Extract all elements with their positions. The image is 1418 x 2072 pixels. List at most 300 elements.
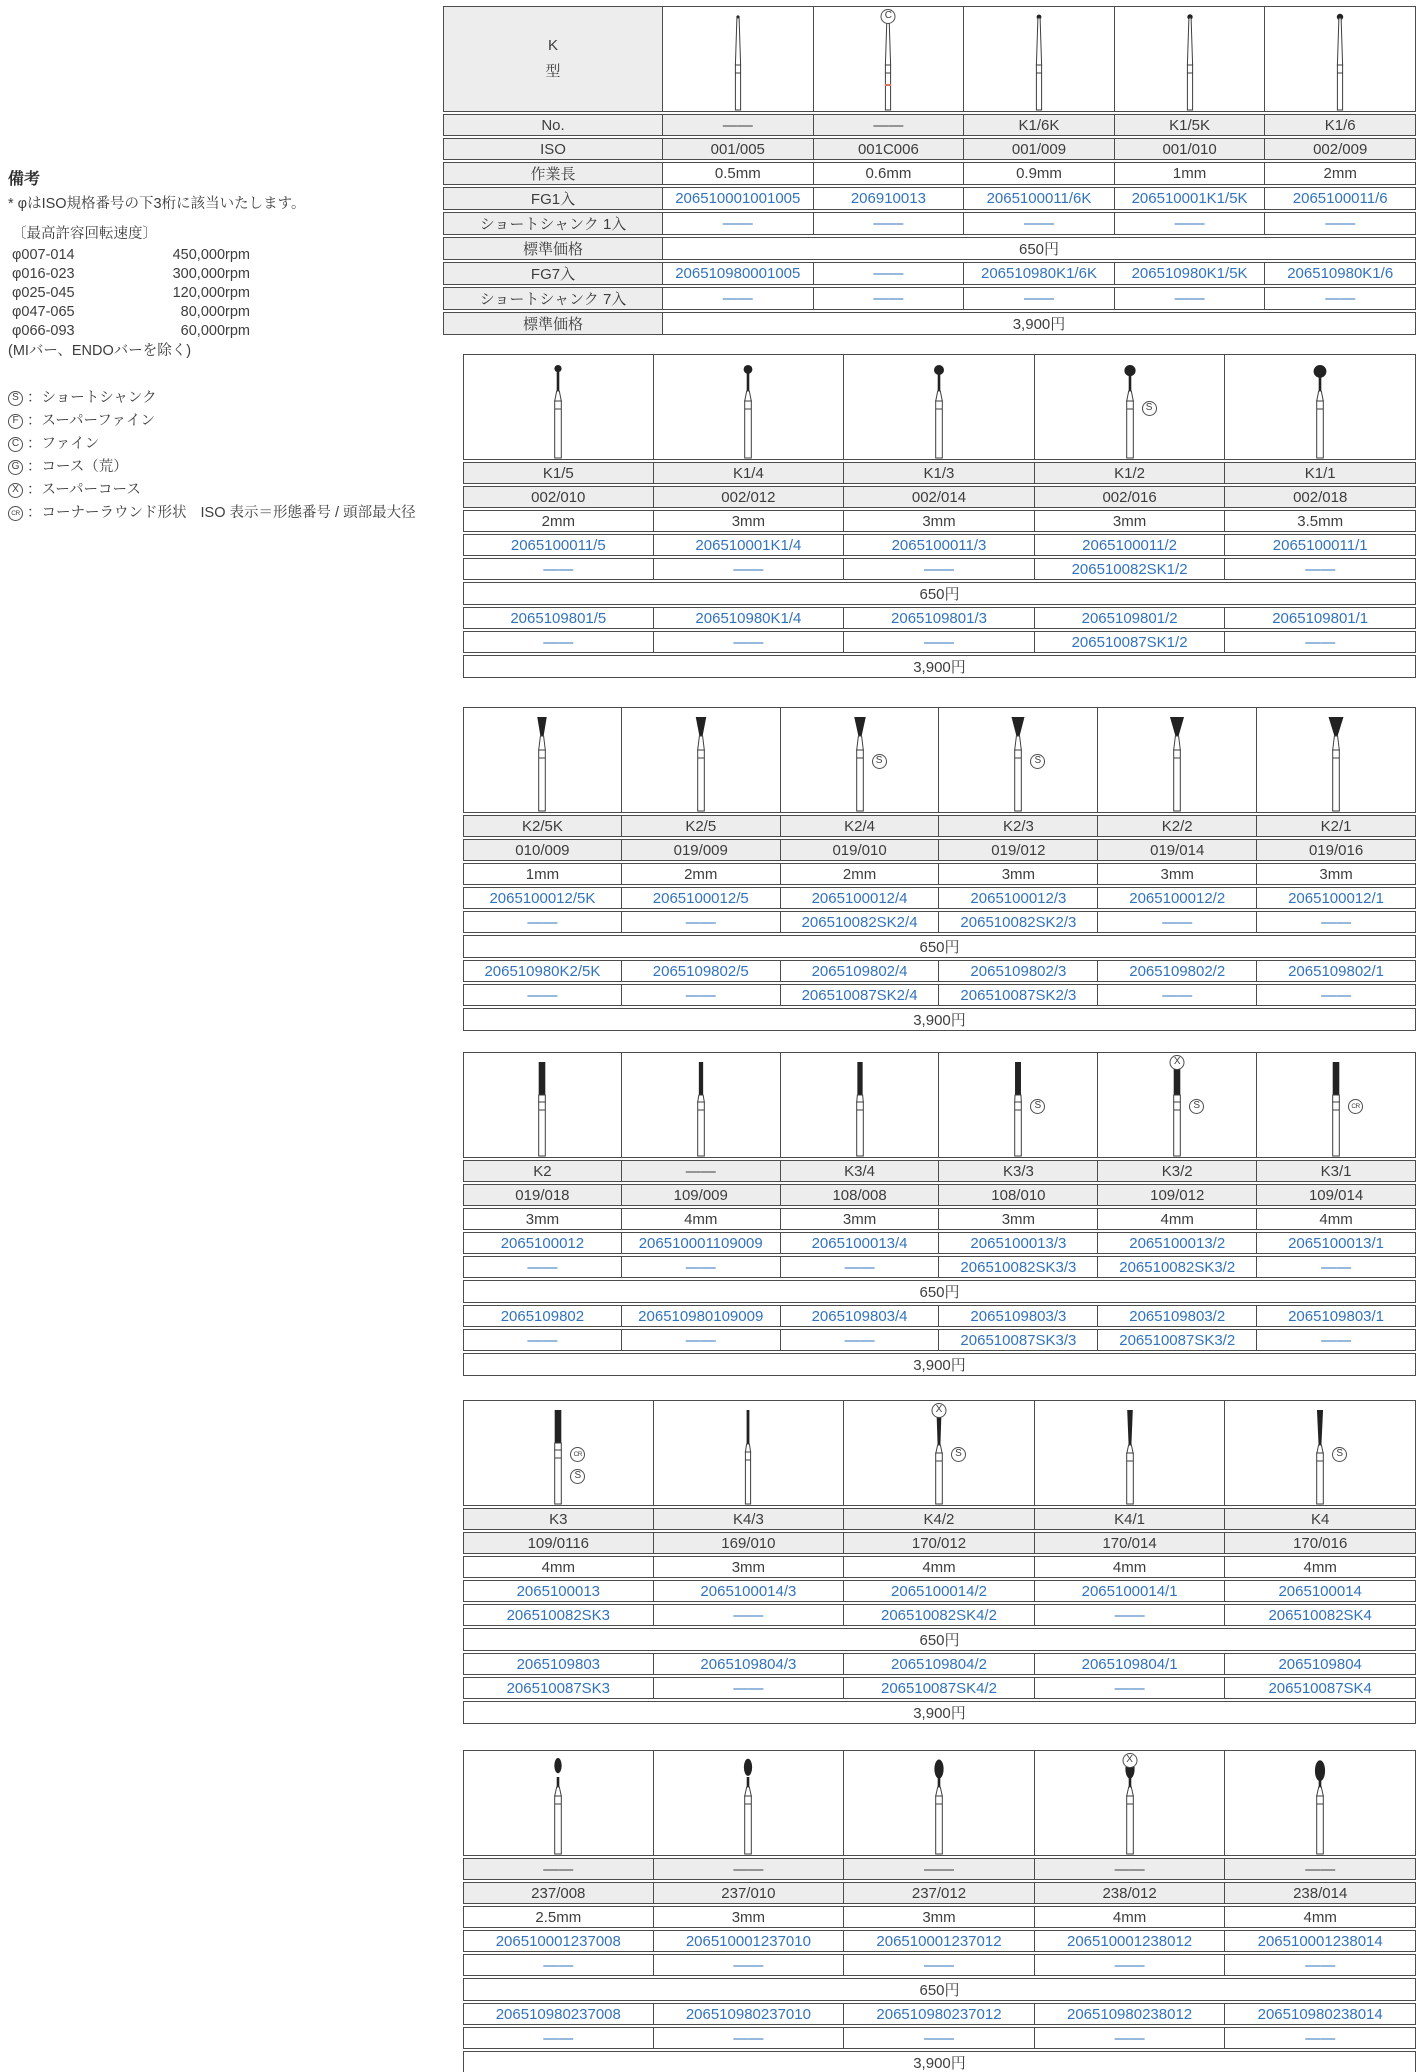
bur-table-6-grid	[463, 1748, 1416, 2072]
bur-image-cell	[654, 1400, 845, 1506]
model-no-cell: ——	[1225, 1858, 1416, 1880]
short-shank-1-code[interactable]: ——	[663, 212, 814, 235]
type-label-line2: 型	[545, 63, 561, 80]
working-length-cell: 3mm	[1098, 863, 1257, 885]
short-shank-7-code[interactable]: ——	[622, 1329, 781, 1351]
bur-icon	[656, 1401, 842, 1505]
working-length-cell: 4mm	[1225, 1906, 1416, 1928]
short-shank-1-code[interactable]: ——	[1225, 558, 1416, 580]
short-shank-7-code[interactable]: ——	[781, 1329, 940, 1351]
type-header-cell	[443, 6, 663, 112]
iso-cell: 010/009	[463, 839, 622, 861]
bur-image-cell	[939, 1052, 1098, 1158]
short-shank-7-code[interactable]: ——	[622, 984, 781, 1006]
standard-price-cell: 3,900円	[463, 2051, 1416, 2072]
standard-price-cell: 650円	[463, 1978, 1416, 2001]
bur-icon	[466, 708, 619, 812]
iso-note: * φはISO規格番号の下3桁に該当いたします。	[8, 196, 306, 212]
bur-icon	[783, 708, 937, 812]
fg1-code[interactable]: 2065100014	[1225, 1580, 1416, 1602]
model-no-cell: K3/1	[1257, 1160, 1416, 1182]
bur-icon	[466, 1401, 651, 1505]
standard-price-cell: 650円	[663, 237, 1416, 260]
iso-cell: 169/010	[654, 1532, 845, 1554]
speed-range: φ025-045	[12, 285, 75, 301]
bur-table-4-grid	[463, 1050, 1416, 1378]
fg7-code[interactable]: 2065109803/1	[1257, 1305, 1416, 1327]
model-no-cell: K3/4	[781, 1160, 940, 1182]
iso-cell: 002/009	[1265, 138, 1416, 160]
iso-cell: 170/012	[844, 1532, 1035, 1554]
row-label-price: 標準価格	[443, 237, 663, 260]
working-length-cell: 3mm	[654, 1556, 845, 1578]
speed-rpm: 120,000rpm	[172, 285, 250, 301]
bur-image-cell	[463, 1750, 654, 1856]
bur-icon	[656, 1751, 842, 1855]
fg7-code[interactable]: 2065109802/1	[1257, 960, 1416, 982]
standard-price-cell: 650円	[463, 935, 1416, 958]
fg1-code[interactable]: 206510001237012	[844, 1930, 1035, 1952]
fg7-code[interactable]: 206510980237012	[844, 2003, 1035, 2025]
working-length-cell: 4mm	[844, 1556, 1035, 1578]
short-shank-7-code[interactable]: ——	[1265, 287, 1416, 310]
bur-image-cell	[1115, 6, 1266, 112]
working-length-cell: 2mm	[781, 863, 940, 885]
legend-item	[8, 502, 416, 525]
fg1-code[interactable]: 2065100011/3	[844, 534, 1035, 556]
short-shank-1-code[interactable]: 206510082SK3/2	[1098, 1256, 1257, 1278]
fg7-code[interactable]: 206510980K1/6K	[964, 262, 1115, 285]
standard-price-cell: 3,900円	[463, 1353, 1416, 1376]
iso-cell: 237/012	[844, 1882, 1035, 1904]
row-label-ss1: ショートシャンク 1入	[443, 212, 663, 235]
short-shank-7-code[interactable]: ——	[1035, 2027, 1226, 2049]
bur-table-2-grid	[463, 352, 1416, 680]
fg1-code[interactable]: 2065100011/6	[1265, 187, 1416, 210]
short-shank-1-code[interactable]: ——	[844, 558, 1035, 580]
working-length-cell: 2mm	[622, 863, 781, 885]
short-shank-1-code[interactable]: ——	[814, 212, 965, 235]
bur-image-cell	[1098, 1052, 1257, 1158]
model-no-cell: K1/5	[463, 462, 654, 484]
super-coarse-badge: X	[1170, 1055, 1185, 1070]
row-label-iso: ISO	[443, 138, 663, 160]
model-no-cell: ——	[663, 114, 814, 136]
short-shank-1-code[interactable]: ——	[844, 1954, 1035, 1976]
legend-text: コース（荒）	[41, 459, 128, 475]
fg7-code[interactable]: 2065109803/4	[781, 1305, 940, 1327]
short-shank-1-code[interactable]: 206510082SK3/3	[939, 1256, 1098, 1278]
short-shank-7-code[interactable]: ——	[1257, 984, 1416, 1006]
short-shank-1-code[interactable]: 206510082SK1/2	[1035, 558, 1226, 580]
fg1-code[interactable]: 2065100012/1	[1257, 887, 1416, 909]
fg7-code[interactable]: 206510980K2/5K	[463, 960, 622, 982]
working-length-cell: 4mm	[1257, 1208, 1416, 1230]
short-shank-7-code[interactable]: 206510087SK4/2	[844, 1677, 1035, 1699]
fg7-code[interactable]: 206510980237010	[654, 2003, 845, 2025]
type-label-line1: K	[547, 37, 558, 54]
working-length-cell: 3mm	[1257, 863, 1416, 885]
fg7-code[interactable]: 206510980K1/6	[1265, 262, 1416, 285]
fg1-code[interactable]: 206510001001005	[663, 187, 814, 210]
fine-badge: C	[881, 9, 896, 24]
working-length-cell: 0.6mm	[814, 162, 965, 185]
short-shank-7-code[interactable]: 206510087SK2/3	[939, 984, 1098, 1006]
speed-row	[12, 246, 250, 265]
short-shank-7-code[interactable]: ——	[1225, 2027, 1416, 2049]
fg7-code[interactable]: ——	[814, 262, 965, 285]
bur-icon	[846, 355, 1032, 459]
legend-item	[8, 387, 358, 410]
short-shank-1-code[interactable]: ——	[1035, 1954, 1226, 1976]
fg1-code[interactable]: 206510001237008	[463, 1930, 654, 1952]
fg7-code[interactable]: 2065109802/3	[939, 960, 1098, 982]
fg7-code[interactable]: 2065109804/2	[844, 1653, 1035, 1675]
short-shank-7-code[interactable]: ——	[654, 631, 845, 653]
bur-image-cell	[1257, 1052, 1416, 1158]
bur-image-cell	[1098, 707, 1257, 813]
working-length-cell: 3mm	[654, 510, 845, 532]
fg1-code[interactable]: 2065100012/5K	[463, 887, 622, 909]
short-shank-7-code[interactable]: ——	[844, 2027, 1035, 2049]
bur-image-cell	[463, 354, 654, 460]
bur-table-2	[463, 352, 1416, 680]
short-shank-7-code[interactable]: ——	[463, 2027, 654, 2049]
working-length-cell: 3mm	[1035, 510, 1226, 532]
short-shank-1-code[interactable]: ——	[1225, 1954, 1416, 1976]
bur-table-3	[463, 705, 1416, 1033]
corner-round-badge: CR	[8, 506, 23, 521]
iso-cell: 002/018	[1225, 486, 1416, 508]
standard-price-cell: 650円	[463, 1628, 1416, 1651]
fg1-code[interactable]: 206510001238012	[1035, 1930, 1226, 1952]
working-length-cell: 4mm	[622, 1208, 781, 1230]
row-label-fg7: FG7入	[443, 262, 663, 285]
short-shank-7-code[interactable]: ——	[1098, 984, 1257, 1006]
row-label-len: 作業長	[443, 162, 663, 185]
fg1-code[interactable]: 206910013	[814, 187, 965, 210]
notes-title: 備考	[8, 171, 41, 188]
bur-image-cell	[1035, 354, 1226, 460]
speed-row	[12, 265, 250, 284]
short-shank-1-code[interactable]: ——	[463, 1954, 654, 1976]
standard-price-cell: 650円	[463, 582, 1416, 605]
fg1-code[interactable]: 206510001109009	[622, 1232, 781, 1254]
fg7-code[interactable]: 206510980237008	[463, 2003, 654, 2025]
legend-text: スーパーコース	[41, 482, 141, 498]
row-label-ss7: ショートシャンク 7入	[443, 287, 663, 310]
super-coarse-badge: X	[931, 1403, 946, 1418]
fg7-code[interactable]: 2065109801/2	[1035, 607, 1226, 629]
bur-image-cell	[463, 707, 622, 813]
bur-image-cell	[1265, 6, 1416, 112]
row-label-no: No.	[443, 114, 663, 136]
short-shank-7-code[interactable]: ——	[463, 984, 622, 1006]
fg7-code[interactable]: 2065109802	[463, 1305, 622, 1327]
fg7-code[interactable]: 206510980001005	[663, 262, 814, 285]
legend-separator: ：	[27, 482, 42, 498]
bur-image-cell	[1035, 1750, 1226, 1856]
bur-image-cell	[463, 1052, 622, 1158]
short-shank-7-code[interactable]: ——	[663, 287, 814, 310]
bur-icon	[1227, 1401, 1413, 1505]
short-shank-badge: S	[872, 754, 887, 769]
short-shank-1-code[interactable]: ——	[1115, 212, 1266, 235]
iso-cell: 002/012	[654, 486, 845, 508]
speed-title: 〔最高許容回転速度〕	[12, 226, 157, 242]
speed-range: φ007-014	[12, 247, 75, 263]
bur-icon	[966, 7, 1112, 111]
iso-cell: 001/009	[964, 138, 1115, 160]
bur-image-cell	[622, 1052, 781, 1158]
fg1-code[interactable]: 2065100011/2	[1035, 534, 1226, 556]
short-shank-1-code[interactable]: 206510082SK4	[1225, 1604, 1416, 1626]
short-shank-1-code[interactable]: ——	[1257, 911, 1416, 933]
fine-badge: C	[8, 437, 23, 452]
iso-cell: 237/008	[463, 1882, 654, 1904]
short-shank-7-code[interactable]: ——	[814, 287, 965, 310]
working-length-cell: 0.9mm	[964, 162, 1115, 185]
working-length-cell: 3mm	[939, 863, 1098, 885]
standard-price-cell: 3,900円	[463, 1701, 1416, 1724]
short-shank-1-code[interactable]: ——	[1035, 1604, 1226, 1626]
legend-item	[8, 456, 358, 479]
short-shank-1-code[interactable]: ——	[622, 911, 781, 933]
bur-table-4	[463, 1050, 1416, 1378]
legend-item	[8, 433, 358, 456]
super-coarse-badge: X	[8, 483, 23, 498]
short-shank-1-code[interactable]: 206510082SK4/2	[844, 1604, 1035, 1626]
iso-cell: 002/016	[1035, 486, 1226, 508]
model-no-cell: K2/5K	[463, 815, 622, 837]
bur-icon	[1227, 1751, 1413, 1855]
bur-icon	[941, 1053, 1095, 1157]
model-no-cell: K1/3	[844, 462, 1035, 484]
fg1-code[interactable]: 2065100012/2	[1098, 887, 1257, 909]
short-shank-1-code[interactable]: ——	[654, 1604, 845, 1626]
bur-icon	[466, 1751, 651, 1855]
iso-cell: 002/010	[463, 486, 654, 508]
bur-image-cell	[939, 707, 1098, 813]
short-shank-7-code[interactable]: 206510087SK3/2	[1098, 1329, 1257, 1351]
model-no-cell: ——	[654, 1858, 845, 1880]
bur-image-cell	[654, 1750, 845, 1856]
speed-row	[12, 284, 250, 303]
iso-cell: 019/014	[1098, 839, 1257, 861]
short-shank-1-code[interactable]: 206510082SK2/3	[939, 911, 1098, 933]
model-no-cell: K2/1	[1257, 815, 1416, 837]
short-shank-1-code[interactable]: ——	[463, 1256, 622, 1278]
iso-cell: 237/010	[654, 1882, 845, 1904]
fg7-code[interactable]: 206510980238012	[1035, 2003, 1226, 2025]
model-no-cell: K4/1	[1035, 1508, 1226, 1530]
fg1-code[interactable]: 2065100011/6K	[964, 187, 1115, 210]
fg7-code[interactable]: 2065109804/3	[654, 1653, 845, 1675]
short-shank-7-code[interactable]: ——	[964, 287, 1115, 310]
fg1-code[interactable]: 2065100014/3	[654, 1580, 845, 1602]
short-shank-badge: S	[1030, 1099, 1045, 1114]
fg7-code[interactable]: 2065109804/1	[1035, 1653, 1226, 1675]
bur-table-1-grid	[443, 4, 1416, 337]
short-shank-7-code[interactable]: ——	[463, 631, 654, 653]
short-shank-7-code[interactable]: ——	[1035, 1677, 1226, 1699]
fg7-code[interactable]: 2065109801/3	[844, 607, 1035, 629]
working-length-cell: 3.5mm	[1225, 510, 1416, 532]
fg1-code[interactable]: 206510001K1/5K	[1115, 187, 1266, 210]
bur-icon	[624, 708, 778, 812]
iso-cell: 109/009	[622, 1184, 781, 1206]
short-shank-7-code[interactable]: ——	[1257, 1329, 1416, 1351]
short-shank-1-code[interactable]: ——	[622, 1256, 781, 1278]
fg7-code[interactable]: 206510980K1/5K	[1115, 262, 1266, 285]
short-shank-1-code[interactable]: ——	[1265, 212, 1416, 235]
working-length-cell: 4mm	[1098, 1208, 1257, 1230]
corner-round-badge: CR	[1348, 1099, 1363, 1114]
bur-icon	[783, 1053, 937, 1157]
short-shank-7-code[interactable]: 206510087SK1/2	[1035, 631, 1226, 653]
fg7-code[interactable]: 206510980K1/4	[654, 607, 845, 629]
short-shank-badge: S	[1189, 1099, 1204, 1114]
bur-image-cell	[1225, 1400, 1416, 1506]
short-shank-7-code[interactable]: ——	[654, 2027, 845, 2049]
bur-icon	[1259, 708, 1413, 812]
fg1-code[interactable]: 2065100012	[463, 1232, 622, 1254]
fg1-code[interactable]: 2065100011/5	[463, 534, 654, 556]
standard-price-cell: 3,900円	[463, 655, 1416, 678]
fg7-code[interactable]: 2065109803/3	[939, 1305, 1098, 1327]
short-shank-1-code[interactable]: 206510082SK2/4	[781, 911, 940, 933]
fg7-code[interactable]: 2065109801/1	[1225, 607, 1416, 629]
model-no-cell: K1/5K	[1115, 114, 1266, 136]
bur-icon	[665, 7, 811, 111]
model-no-cell: K3/3	[939, 1160, 1098, 1182]
model-no-cell: K2/3	[939, 815, 1098, 837]
model-no-cell: ——	[814, 114, 965, 136]
bur-image-cell	[663, 6, 814, 112]
short-shank-1-code[interactable]: ——	[781, 1256, 940, 1278]
fg1-code[interactable]: 2065100011/1	[1225, 534, 1416, 556]
bur-icon	[466, 355, 651, 459]
short-shank-1-code[interactable]: ——	[1257, 1256, 1416, 1278]
working-length-cell: 4mm	[463, 1556, 654, 1578]
fg7-code[interactable]: 2065109802/2	[1098, 960, 1257, 982]
fg1-code[interactable]: 2065100013/3	[939, 1232, 1098, 1254]
fg1-code[interactable]: 2065100013/1	[1257, 1232, 1416, 1254]
iso-cell: 019/012	[939, 839, 1098, 861]
legend-text: コーナーラウンド形状	[41, 505, 187, 521]
short-shank-7-code[interactable]: 206510087SK4	[1225, 1677, 1416, 1699]
fg1-code[interactable]: 2065100013/4	[781, 1232, 940, 1254]
speed-rpm: 450,000rpm	[172, 247, 250, 263]
fg7-code[interactable]: 2065109802/5	[622, 960, 781, 982]
model-no-cell: K3	[463, 1508, 654, 1530]
fg1-code[interactable]: 206510001K1/4	[654, 534, 845, 556]
short-shank-1-code[interactable]: ——	[1098, 911, 1257, 933]
fg7-code[interactable]: 2065109801/5	[463, 607, 654, 629]
iso-cell: 001C006	[814, 138, 965, 160]
corner-round-badge: CR	[570, 1447, 585, 1462]
bur-table-1	[443, 4, 1416, 337]
short-shank-7-code[interactable]: ——	[844, 631, 1035, 653]
fg1-code[interactable]: 2065100012/4	[781, 887, 940, 909]
model-no-cell: K2/5	[622, 815, 781, 837]
model-no-cell: K2	[463, 1160, 622, 1182]
working-length-cell: 2mm	[463, 510, 654, 532]
fg7-code[interactable]: 206510980109009	[622, 1305, 781, 1327]
legend-separator: ：	[27, 505, 42, 521]
model-no-cell: K1/6	[1265, 114, 1416, 136]
bur-image-cell	[1257, 707, 1416, 813]
bur-image-cell	[463, 1400, 654, 1506]
row-label-fg1: FG1入	[443, 187, 663, 210]
bur-icon	[1259, 1053, 1413, 1157]
short-shank-1-code[interactable]: ——	[654, 558, 845, 580]
legend-item	[8, 410, 358, 433]
iso-cell: 109/0116	[463, 1532, 654, 1554]
bur-image-cell	[844, 354, 1035, 460]
fg7-code[interactable]: 2065109803/2	[1098, 1305, 1257, 1327]
fg7-code[interactable]: 206510980238014	[1225, 2003, 1416, 2025]
row-label-price: 標準価格	[443, 312, 663, 335]
short-shank-7-code[interactable]: ——	[463, 1329, 622, 1351]
fg1-code[interactable]: 2065100013/2	[1098, 1232, 1257, 1254]
bur-icon	[624, 1053, 778, 1157]
fg1-code[interactable]: 2065100013	[463, 1580, 654, 1602]
fg7-code[interactable]: 2065109804	[1225, 1653, 1416, 1675]
fg7-code[interactable]: 2065109802/4	[781, 960, 940, 982]
iso-cell: 109/012	[1098, 1184, 1257, 1206]
fg1-code[interactable]: 206510001238014	[1225, 1930, 1416, 1952]
fg1-code[interactable]: 2065100012/3	[939, 887, 1098, 909]
speed-exclusion: (MIバー、ENDOバーを除く)	[8, 343, 192, 359]
bur-table-5	[463, 1398, 1416, 1726]
short-shank-badge: S	[1332, 1447, 1347, 1462]
legend-item	[8, 479, 358, 502]
working-length-cell: 4mm	[1035, 1906, 1226, 1928]
short-shank-7-code[interactable]: 206510087SK3/3	[939, 1329, 1098, 1351]
short-shank-7-code[interactable]: ——	[654, 1677, 845, 1699]
fg1-code[interactable]: 2065100014/1	[1035, 1580, 1226, 1602]
iso-cell: 108/010	[939, 1184, 1098, 1206]
short-shank-1-code[interactable]: ——	[463, 558, 654, 580]
short-shank-1-code[interactable]: ——	[654, 1954, 845, 1976]
fg1-code[interactable]: 206510001237010	[654, 1930, 845, 1952]
short-shank-1-code[interactable]: ——	[463, 911, 622, 933]
legend-text: ファイン	[41, 436, 100, 452]
working-length-cell: 3mm	[844, 1906, 1035, 1928]
legend-separator: ：	[27, 413, 42, 429]
short-shank-7-code[interactable]: 206510087SK2/4	[781, 984, 940, 1006]
standard-price-cell: 650円	[463, 1280, 1416, 1303]
short-shank-badge: S	[1030, 754, 1045, 769]
iso-cell: 002/014	[844, 486, 1035, 508]
bur-image-cell	[844, 1750, 1035, 1856]
short-shank-7-code[interactable]: ——	[1115, 287, 1266, 310]
bur-image-cell	[1225, 1750, 1416, 1856]
short-shank-1-code[interactable]: 206510082SK3	[463, 1604, 654, 1626]
fg7-code[interactable]: 2065109803	[463, 1653, 654, 1675]
fg1-code[interactable]: 2065100014/2	[844, 1580, 1035, 1602]
short-shank-7-code[interactable]: ——	[1225, 631, 1416, 653]
short-shank-7-code[interactable]: 206510087SK3	[463, 1677, 654, 1699]
model-no-cell: K4/2	[844, 1508, 1035, 1530]
speed-rpm: 300,000rpm	[172, 266, 250, 282]
short-shank-1-code[interactable]: ——	[964, 212, 1115, 235]
notes-sidebar	[8, 170, 416, 525]
model-no-cell: K2/4	[781, 815, 940, 837]
fg1-code[interactable]: 2065100012/5	[622, 887, 781, 909]
iso-cell: 238/014	[1225, 1882, 1416, 1904]
